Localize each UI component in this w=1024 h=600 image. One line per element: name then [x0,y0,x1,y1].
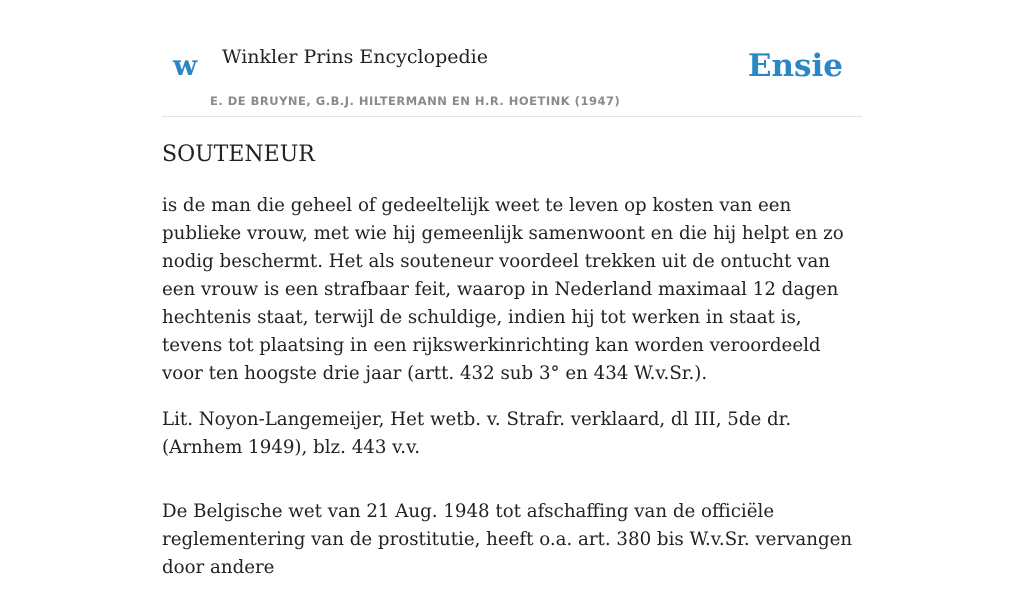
literature-reference: Lit. Noyon-Langemeijer, Het wetb. v. Strafr. verklaard, dl III, 5de dr. (Arnhem 1949), blz. 443 v.v. [162,409,792,458]
winkler-prins-logo[interactable]: w [173,49,198,82]
article-page [162,0,862,578]
publication-authors: E. DE BRUYNE, G.B.J. HILTERMANN EN H.R. HOETINK (1947) [210,94,621,108]
article-paragraph: is de man die geheel of gedeeltelijk weet te leven op kosten van een publieke vrouw, met wie hij gemeenlijk samenwoont en die hij helpt en zo nodig beschermt. Het als souteneur voordeel trekken uit de ontucht van een vrouw is een strafbaar feit, waarop in Nederland maximaal 12 dagen hechtenis staat, terwijl de schuldige, indien hij tot werken in staat is, tevens tot plaatsing in een rijkswerkinrichting kan worden veroordeeld voor ten hoogste drie jaar (artt. 432 sub 3° en 434 W.v.Sr.). [162,195,844,384]
article-body [162,192,862,600]
ensie-brand-logo[interactable]: Ensie [747,48,843,84]
site-header [162,0,862,117]
article-paragraph: De Belgische wet van 21 Aug. 1948 tot afschaffing van de officiële reglementering van de prostitutie, heeft o.a. art. 380 bis W.v.Sr. vervangen door andere [162,501,853,578]
article-headword: SOUTENEUR [162,142,315,167]
publication-title[interactable]: Winkler Prins Encyclopedie [222,46,488,68]
